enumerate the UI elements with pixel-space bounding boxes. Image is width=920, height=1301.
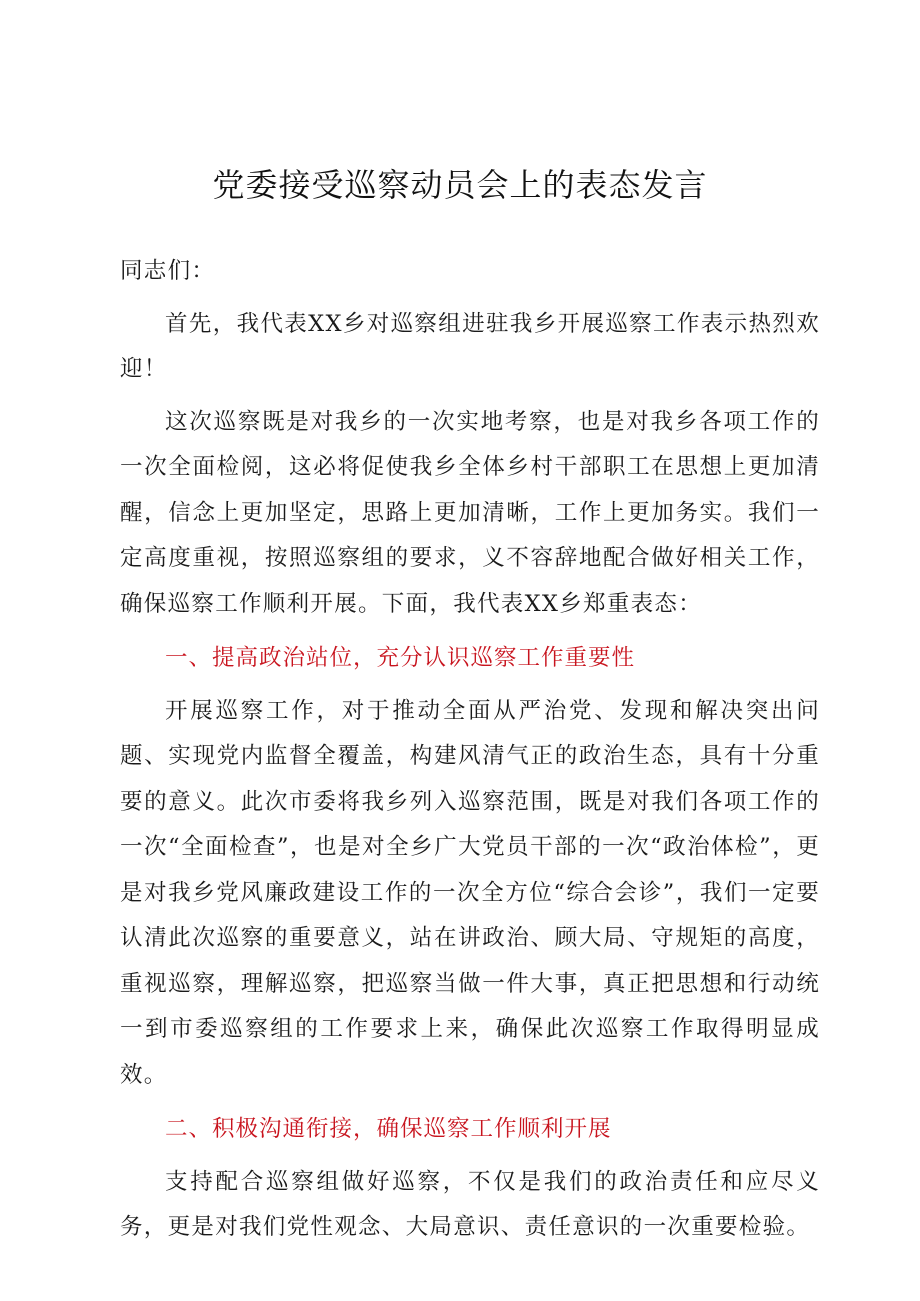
paragraph-welcome: 首先，我代表XX乡对巡察组进驻我乡开展巡察工作表示热烈欢迎！ bbox=[120, 310, 820, 382]
paragraph-section-1: 开展巡察工作，对于推动全面从严治党、发现和解决突出问题、实现党内监督全覆盖，构建风清气正的政治生态，具有十分重要的意义。此次市委将我乡列入巡察范围，既是对我们各项工作的一次“全面检查”，也是对全乡广大党员干部的一次“政治体检”，更是对我乡党风廉政建设工作的一次全方位“综合会诊”，我们一定要认清此次巡察的重要意义，站在讲政治、顾大局、守规矩的高度，重视巡察，理解巡察，把巡察当做一件大事，真正把思想和行动统一到市委巡察组的工作要求上来，确保此次巡察工作取得明显成效。 bbox=[120, 697, 820, 1088]
document-title: 党委接受巡察动员会上的表态发言 bbox=[212, 166, 708, 204]
section-heading-2: 二、积极沟通衔接，确保巡察工作顺利开展 bbox=[165, 1116, 612, 1142]
section-heading-1: 一、提高政治站位，充分认识巡察工作重要性 bbox=[165, 645, 636, 671]
document-body bbox=[120, 249, 820, 1251]
paragraph-intro: 这次巡察既是对我乡的一次实地考察，也是对我乡各项工作的一次全面检阅，这必将促使我乡全体乡村干部职工在思想上更加清醒，信念上更加坚定，思路上更加清晰，工作上更加务实。我们一定高度重视，按照巡察组的要求，义不容辞地配合做好相关工作，确保巡察工作顺利开展。下面，我代表XX乡郑重表态： bbox=[120, 408, 820, 617]
paragraph-section-2: 支持配合巡察组做好巡察，不仅是我们的政治责任和应尽义务，更是对我们党性观念、大局意识、责任意识的一次重要检验。 bbox=[120, 1168, 820, 1240]
salutation: 同志们： bbox=[120, 258, 216, 284]
